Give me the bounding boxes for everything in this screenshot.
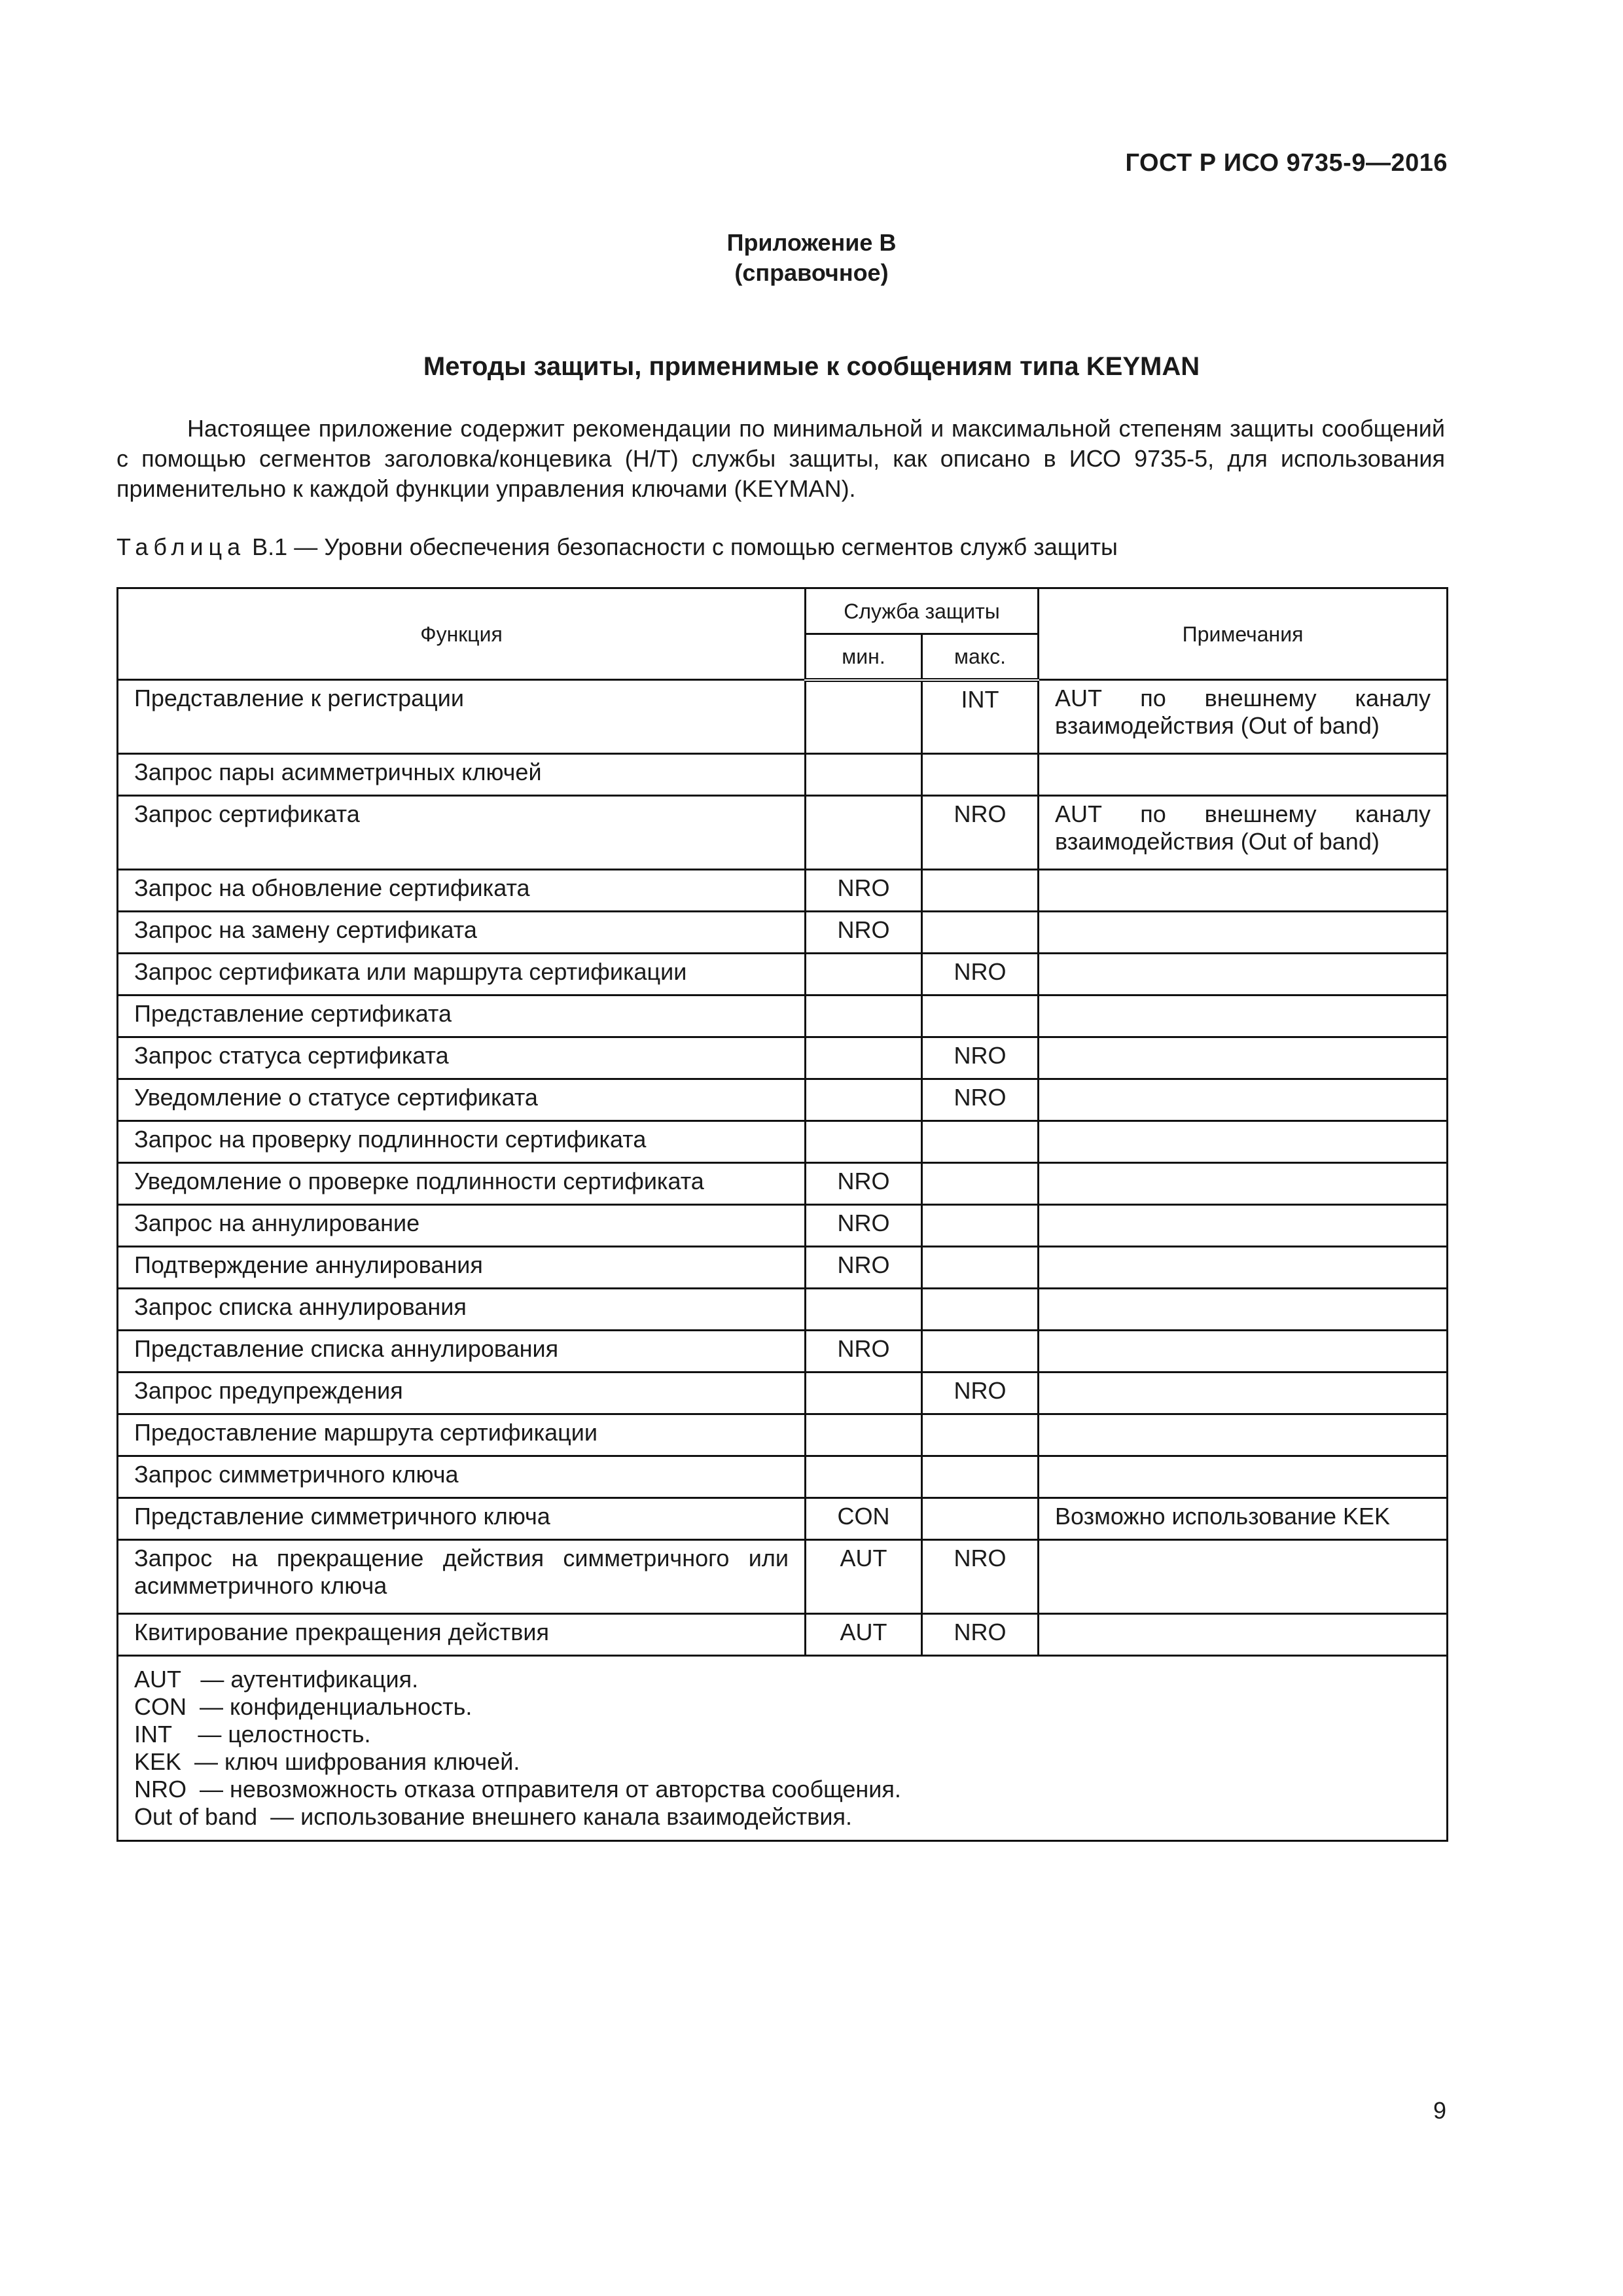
function-cell: Запрос статуса сертификата bbox=[118, 1037, 806, 1079]
table-row bbox=[118, 912, 1448, 954]
min-cell bbox=[806, 996, 922, 1037]
min-cell: NRO bbox=[806, 1247, 922, 1289]
notes-cell bbox=[1039, 754, 1448, 796]
legend-item bbox=[134, 1776, 1431, 1803]
table-row bbox=[118, 1121, 1448, 1163]
table-row bbox=[118, 1614, 1448, 1656]
function-cell: Запрос на обновление сертификата bbox=[118, 870, 806, 912]
table-row bbox=[118, 954, 1448, 996]
security-levels-table bbox=[116, 587, 1448, 1842]
notes-cell bbox=[1039, 1205, 1448, 1247]
min-cell: NRO bbox=[806, 1163, 922, 1205]
max-cell: NRO bbox=[922, 1079, 1039, 1121]
table-row bbox=[118, 1163, 1448, 1205]
legend-abbreviation: AUT bbox=[134, 1666, 201, 1693]
legend-abbreviation: KEK bbox=[134, 1748, 195, 1775]
legend-item bbox=[134, 1721, 1431, 1748]
notes-cell: AUT по внешнему каналу взаимодействия (Out of band) bbox=[1039, 680, 1448, 754]
function-cell: Запрос сертификата или маршрута сертификации bbox=[118, 954, 806, 996]
notes-cell bbox=[1039, 870, 1448, 912]
max-cell bbox=[922, 754, 1039, 796]
max-cell: NRO bbox=[922, 1037, 1039, 1079]
max-cell: NRO bbox=[922, 1540, 1039, 1614]
legend bbox=[118, 1656, 1448, 1841]
notes-cell bbox=[1039, 1037, 1448, 1079]
legend-item bbox=[134, 1666, 1431, 1693]
table-row bbox=[118, 1205, 1448, 1247]
function-cell: Запрос пары асимметричных ключей bbox=[118, 754, 806, 796]
table-row bbox=[118, 1498, 1448, 1540]
notes-cell bbox=[1039, 1121, 1448, 1163]
max-cell bbox=[922, 1121, 1039, 1163]
notes-cell: Возможно использование KEK bbox=[1039, 1498, 1448, 1540]
legend-item bbox=[134, 1803, 1431, 1831]
max-cell bbox=[922, 912, 1039, 954]
min-cell: NRO bbox=[806, 870, 922, 912]
function-cell: Уведомление о проверке подлинности сертификата bbox=[118, 1163, 806, 1205]
function-cell: Предоставление маршрута сертификации bbox=[118, 1414, 806, 1456]
legend-definition: — конфиденциальность. bbox=[200, 1693, 473, 1720]
legend-definition: — целостность. bbox=[198, 1721, 371, 1748]
header-security-service: Служба защиты bbox=[806, 588, 1039, 634]
min-cell bbox=[806, 754, 922, 796]
function-cell: Представление к регистрации bbox=[118, 680, 806, 754]
table-row bbox=[118, 1414, 1448, 1456]
notes-cell: AUT по внешнему каналу взаимодействия (Out of band) bbox=[1039, 796, 1448, 870]
table-row bbox=[118, 1456, 1448, 1498]
max-cell: INT bbox=[922, 680, 1039, 754]
min-cell: AUT bbox=[806, 1540, 922, 1614]
max-cell: NRO bbox=[922, 1372, 1039, 1414]
max-cell bbox=[922, 1247, 1039, 1289]
table-caption-label: Таблица bbox=[116, 533, 246, 560]
notes-cell bbox=[1039, 1614, 1448, 1656]
table-row bbox=[118, 1247, 1448, 1289]
table-row bbox=[118, 796, 1448, 870]
legend-abbreviation: Out of band bbox=[134, 1803, 271, 1830]
max-cell bbox=[922, 870, 1039, 912]
table-row bbox=[118, 1289, 1448, 1331]
min-cell bbox=[806, 1079, 922, 1121]
max-cell bbox=[922, 1498, 1039, 1540]
header-notes: Примечания bbox=[1039, 588, 1448, 680]
intro-paragraph: Настоящее приложение содержит рекомендации по минимальной и максимальной степеням защиты сообщений с помощью сегментов заголовка/концевика (H/T) службы защиты, как описано в ИСО 9735-5, для использования применительно к каждой функции управления ключами (KEYMAN). bbox=[116, 415, 1445, 502]
max-cell bbox=[922, 1331, 1039, 1372]
min-cell bbox=[806, 1289, 922, 1331]
header-max: макс. bbox=[922, 634, 1039, 680]
function-cell: Запрос на замену сертификата bbox=[118, 912, 806, 954]
notes-cell bbox=[1039, 954, 1448, 996]
section-title: Методы защиты, применимые к сообщениям типа KEYMAN bbox=[423, 352, 1200, 381]
legend-definition: — использование внешнего канала взаимодействия. bbox=[270, 1803, 852, 1830]
function-cell: Запрос предупреждения bbox=[118, 1372, 806, 1414]
table-caption-text: В.1 — Уровни обеспечения безопасности с помощью сегментов служб защиты bbox=[245, 533, 1118, 560]
function-cell: Запрос сертификата bbox=[118, 796, 806, 870]
min-cell: NRO bbox=[806, 1205, 922, 1247]
max-cell: NRO bbox=[922, 954, 1039, 996]
max-cell: NRO bbox=[922, 796, 1039, 870]
function-cell: Квитирование прекращения действия bbox=[118, 1614, 806, 1656]
notes-cell bbox=[1039, 1456, 1448, 1498]
notes-cell bbox=[1039, 996, 1448, 1037]
function-cell: Запрос списка аннулирования bbox=[118, 1289, 806, 1331]
min-cell: AUT bbox=[806, 1614, 922, 1656]
min-cell bbox=[806, 1121, 922, 1163]
max-cell: NRO bbox=[922, 1614, 1039, 1656]
table-row bbox=[118, 1372, 1448, 1414]
table-row bbox=[118, 754, 1448, 796]
function-cell: Подтверждение аннулирования bbox=[118, 1247, 806, 1289]
legend-item bbox=[134, 1693, 1431, 1721]
table-caption bbox=[116, 533, 1118, 561]
table-row bbox=[118, 1540, 1448, 1614]
notes-cell bbox=[1039, 1414, 1448, 1456]
table-row bbox=[118, 1079, 1448, 1121]
table-body bbox=[118, 680, 1448, 1656]
legend-abbreviation: CON bbox=[134, 1693, 200, 1720]
appendix-label: Приложение В bbox=[726, 229, 897, 256]
legend-abbreviation: INT bbox=[134, 1721, 198, 1748]
max-cell bbox=[922, 1289, 1039, 1331]
notes-cell bbox=[1039, 1372, 1448, 1414]
function-cell: Запрос на аннулирование bbox=[118, 1205, 806, 1247]
max-cell bbox=[922, 1205, 1039, 1247]
max-cell bbox=[922, 996, 1039, 1037]
notes-cell bbox=[1039, 1331, 1448, 1372]
appendix-status: (справочное) bbox=[734, 259, 889, 286]
function-cell: Представление списка аннулирования bbox=[118, 1331, 806, 1372]
table-row bbox=[118, 680, 1448, 754]
notes-cell bbox=[1039, 1289, 1448, 1331]
function-cell: Представление сертификата bbox=[118, 996, 806, 1037]
min-cell bbox=[806, 1372, 922, 1414]
max-cell bbox=[922, 1163, 1039, 1205]
function-cell: Уведомление о статусе сертификата bbox=[118, 1079, 806, 1121]
legend-definition: — ключ шифрования ключей. bbox=[194, 1748, 520, 1775]
table-row bbox=[118, 870, 1448, 912]
min-cell bbox=[806, 954, 922, 996]
notes-cell bbox=[1039, 1247, 1448, 1289]
function-cell: Запрос на прекращение действия симметричного или асимметричного ключа bbox=[118, 1540, 806, 1614]
notes-cell bbox=[1039, 1540, 1448, 1614]
notes-cell bbox=[1039, 1079, 1448, 1121]
standard-designation: ГОСТ Р ИСО 9735-9—2016 bbox=[1125, 149, 1448, 177]
notes-cell bbox=[1039, 1163, 1448, 1205]
header-function: Функция bbox=[118, 588, 806, 680]
min-cell bbox=[806, 1456, 922, 1498]
min-cell: NRO bbox=[806, 1331, 922, 1372]
min-cell: NRO bbox=[806, 912, 922, 954]
min-cell: CON bbox=[806, 1498, 922, 1540]
max-cell bbox=[922, 1414, 1039, 1456]
legend-abbreviation: NRO bbox=[134, 1776, 200, 1803]
min-cell bbox=[806, 1037, 922, 1079]
header-min: мин. bbox=[806, 634, 922, 680]
min-cell bbox=[806, 796, 922, 870]
legend-definition: — невозможность отказа отправителя от авторства сообщения. bbox=[200, 1776, 901, 1803]
table-row bbox=[118, 1037, 1448, 1079]
notes-cell bbox=[1039, 912, 1448, 954]
legend-definition: — аутентификация. bbox=[200, 1666, 419, 1693]
min-cell bbox=[806, 1414, 922, 1456]
function-cell: Запрос на проверку подлинности сертификата bbox=[118, 1121, 806, 1163]
legend-item bbox=[134, 1748, 1431, 1776]
table-row bbox=[118, 1331, 1448, 1372]
table-row bbox=[118, 996, 1448, 1037]
max-cell bbox=[922, 1456, 1039, 1498]
page-number: 9 bbox=[1433, 2097, 1446, 2124]
function-cell: Запрос симметричного ключа bbox=[118, 1456, 806, 1498]
min-cell bbox=[806, 680, 922, 754]
function-cell: Представление симметричного ключа bbox=[118, 1498, 806, 1540]
